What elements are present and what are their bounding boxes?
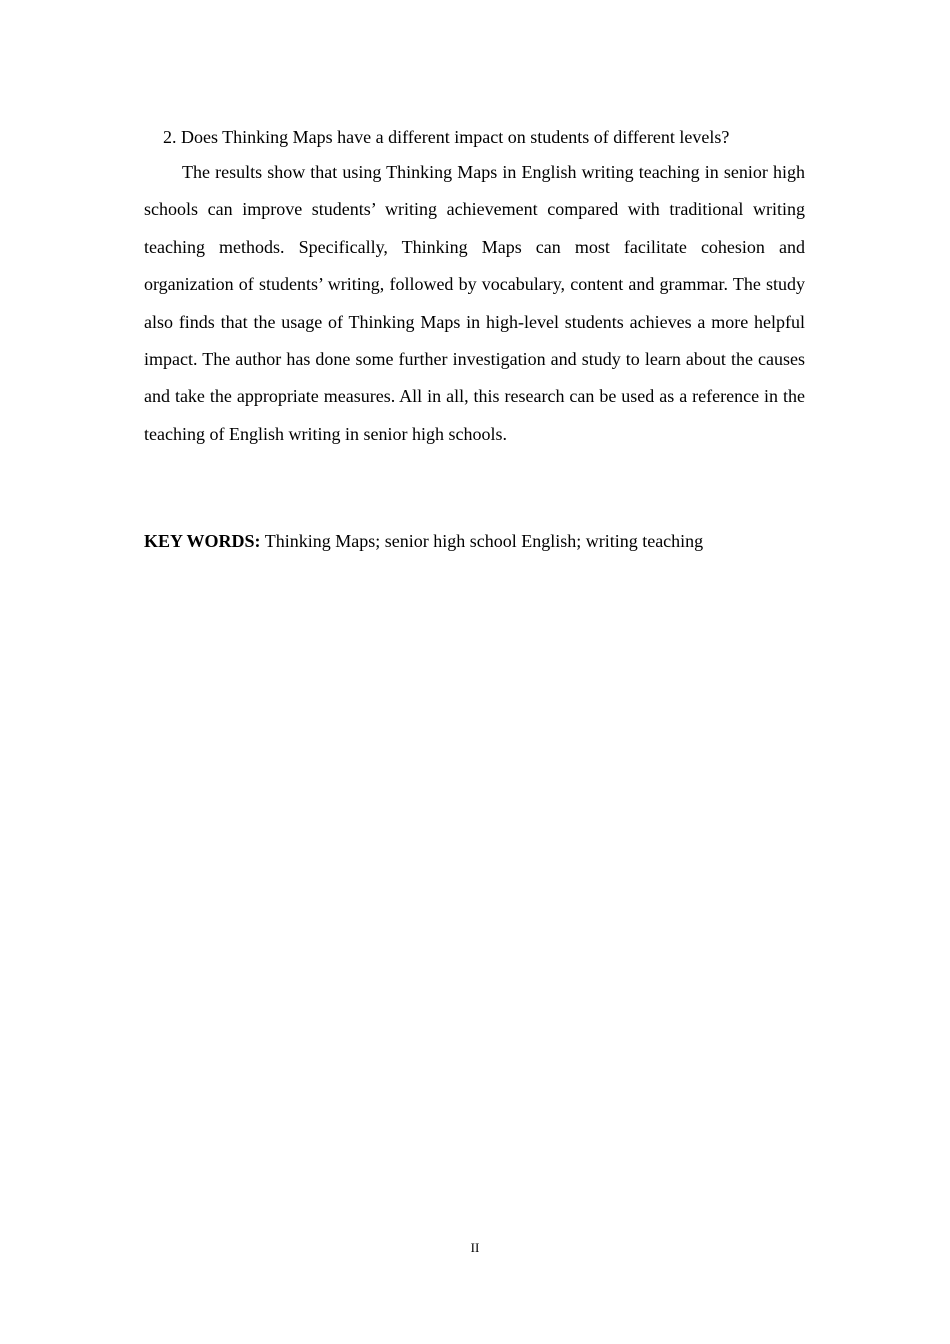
keywords-label: KEY WORDS: [144,531,261,551]
keywords-line [144,528,805,554]
research-question-2: 2. Does Thinking Maps have a different impact on students of different levels? [163,127,730,147]
keywords-text: Thinking Maps; senior high school English; writing teaching [264,531,704,551]
abstract-body [144,124,805,453]
page-number: II [470,1240,480,1255]
results-paragraph: The results show that using Thinking Maps in English writing teaching in senior high schools can improve students’ writing achievement compared with traditional writing teaching methods. Specifically, Thinking Maps can most facilitate cohesion and organization of students’ writing, followed by vocabulary, content and grammar. The study also finds that the usage of Thinking Maps in high-level students achieves a more helpful impact. The author has done some further investigation and study to learn about the causes and take the appropriate measures. All in all, this research can be used as a reference in the teaching of English writing in senior high schools. [144,162,805,444]
